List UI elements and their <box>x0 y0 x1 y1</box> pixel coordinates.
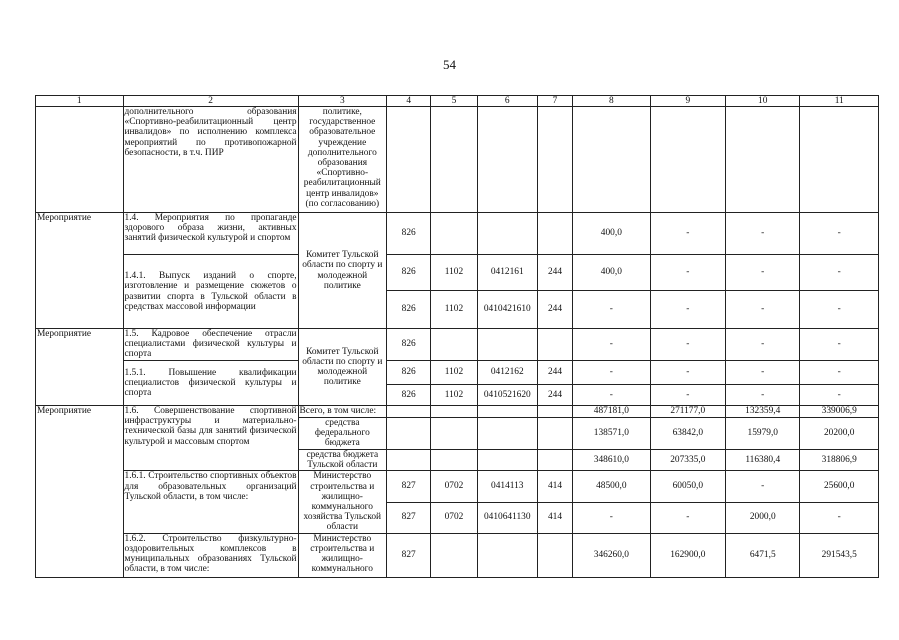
funding-source: средства бюджета Тульской области <box>298 450 387 471</box>
program-table <box>35 95 879 578</box>
activity-name: 1.6. Совершенствование спортивной инфраструктуры и материально-технической базы для занятий физической культурой и массовым спортом <box>123 406 298 471</box>
value-cell: 826 <box>387 329 431 361</box>
value-cell: 2000,0 <box>726 502 800 533</box>
value-cell: 291543,5 <box>800 533 879 577</box>
table-row <box>36 471 879 502</box>
executor-cell: Комитет Тульской области по спорту и молодежной политике <box>298 213 387 329</box>
value-cell: 15979,0 <box>726 418 800 450</box>
value-cell: - <box>726 213 800 255</box>
value-cell: 162900,0 <box>650 533 725 577</box>
activity-name: дополнительного образования «Спортивно-реабилитационный центр инвалидов» по исполнению комплекса мероприятий по противопожарной безопасности, в т.ч. ПИР <box>123 107 298 213</box>
value-cell: - <box>573 385 650 406</box>
value-cell <box>537 213 572 255</box>
value-cell: - <box>573 291 650 329</box>
value-cell: 6471,5 <box>726 533 800 577</box>
value-cell: 20200,0 <box>800 418 879 450</box>
value-cell: - <box>800 291 879 329</box>
value-cell: 1102 <box>431 361 477 385</box>
value-cell: - <box>726 329 800 361</box>
executor-cell: Министерство строительства и жилищно-коммунального <box>298 533 387 577</box>
value-cell: 487181,0 <box>573 406 650 418</box>
value-cell: 827 <box>387 502 431 533</box>
value-cell <box>477 533 537 577</box>
value-cell: 25600,0 <box>800 471 879 502</box>
value-cell: 271177,0 <box>650 406 725 418</box>
value-cell: 0702 <box>431 502 477 533</box>
value-cell: 827 <box>387 533 431 577</box>
activity-name: 1.4. Мероприятия по пропаганде здорового образа жизни, активных занятий физической культурой и спортом <box>123 213 298 255</box>
value-cell: 244 <box>537 255 572 291</box>
column-number-row <box>36 96 879 107</box>
activity-name: 1.5.1. Повышение квалификации специалистов физической культуры и спорта <box>123 361 298 406</box>
value-cell: - <box>726 255 800 291</box>
column-header: 11 <box>800 96 879 107</box>
value-cell: 244 <box>537 385 572 406</box>
value-cell: - <box>650 502 725 533</box>
value-cell: 826 <box>387 361 431 385</box>
value-cell: 414 <box>537 502 572 533</box>
table-row <box>36 107 879 213</box>
value-cell: 116380,4 <box>726 450 800 471</box>
value-cell: 1102 <box>431 291 477 329</box>
value-cell <box>477 213 537 255</box>
column-header: 5 <box>431 96 477 107</box>
type-cell: Мероприятие <box>36 329 124 406</box>
value-cell: 0410641130 <box>477 502 537 533</box>
table-row <box>36 406 879 418</box>
column-header: 7 <box>537 96 572 107</box>
value-cell: 400,0 <box>573 213 650 255</box>
value-cell: 414 <box>537 471 572 502</box>
value-cell: 132359,4 <box>726 406 800 418</box>
value-cell: 244 <box>537 361 572 385</box>
type-cell: Мероприятие <box>36 406 124 578</box>
value-cell: 826 <box>387 385 431 406</box>
value-cell: 826 <box>387 291 431 329</box>
value-cell: - <box>650 291 725 329</box>
value-cell: 400,0 <box>573 255 650 291</box>
value-cell: 138571,0 <box>573 418 650 450</box>
value-cell: - <box>800 329 879 361</box>
value-cell: - <box>573 502 650 533</box>
activity-name: 1.6.1. Строительство спортивных объектов для образовательных организаций Тульской области, в том числе: <box>123 471 298 533</box>
value-cell: - <box>726 385 800 406</box>
column-header: 6 <box>477 96 537 107</box>
value-cell: 0702 <box>431 471 477 502</box>
type-cell <box>36 107 124 213</box>
column-header: 2 <box>123 96 298 107</box>
value-cell: - <box>800 361 879 385</box>
column-header: 9 <box>650 96 725 107</box>
executor-cell: Министерство строительства и жилищно-коммунального хозяйства Тульской области <box>298 471 387 533</box>
activity-name: 1.5. Кадровое обеспечение отрасли специалистами физической культуры и спорта <box>124 329 297 360</box>
table-row <box>36 329 879 361</box>
value-cell: 1102 <box>431 385 477 406</box>
value-cell: - <box>800 385 879 406</box>
column-header: 3 <box>298 96 387 107</box>
value-cell: - <box>573 361 650 385</box>
value-cell: 1102 <box>431 255 477 291</box>
value-cell: 827 <box>387 471 431 502</box>
column-header: 10 <box>726 96 800 107</box>
value-cell <box>431 329 477 361</box>
value-cell: - <box>800 213 879 255</box>
value-cell: - <box>726 471 800 502</box>
value-cell: - <box>726 291 800 329</box>
value-cell: - <box>650 385 725 406</box>
value-cell: - <box>800 255 879 291</box>
table-row <box>36 255 879 291</box>
value-cell: 346260,0 <box>573 533 650 577</box>
executor-cell: Комитет Тульской области по спорту и молодежной политике <box>298 329 387 406</box>
value-cell: 348610,0 <box>573 450 650 471</box>
value-cell: - <box>650 213 725 255</box>
executor-cell: политике, государственное образовательное учреждение дополнительного образования «Спортивно-реабилитационный центр инвалидов» (по согласованию) <box>298 107 387 213</box>
value-cell: 826 <box>387 213 431 255</box>
value-cell: 60050,0 <box>650 471 725 502</box>
value-cell <box>431 533 477 577</box>
activity-name: 1.6.2. Строительство физкультурно-оздоровительных комплексов в муниципальных образованиях Тульской области, в том числе: <box>123 533 298 577</box>
value-cell <box>537 329 572 361</box>
page-number: 54 <box>443 57 456 72</box>
value-cell: 826 <box>387 255 431 291</box>
funding-source: Всего, в том числе: <box>298 406 387 418</box>
value-cell: 0410521620 <box>477 385 537 406</box>
column-header: 1 <box>36 96 124 107</box>
value-cell: 48500,0 <box>573 471 650 502</box>
column-header: 4 <box>387 96 431 107</box>
value-cell: - <box>650 329 725 361</box>
table-row <box>36 361 879 385</box>
table-row <box>36 213 879 255</box>
funding-source: средства федерального бюджета <box>298 418 387 450</box>
table-row <box>36 533 879 577</box>
value-cell <box>477 329 537 361</box>
value-cell: 339006,9 <box>800 406 879 418</box>
value-cell: 244 <box>537 291 572 329</box>
activity-name: 1.4.1. Выпуск изданий о спорте, изготовление и размещение сюжетов о развитии спорта в Тульской области в средствах массовой информации <box>123 255 298 329</box>
value-cell: - <box>650 255 725 291</box>
value-cell <box>431 213 477 255</box>
value-cell: 0412161 <box>477 255 537 291</box>
value-cell: 0414113 <box>477 471 537 502</box>
value-cell: 63842,0 <box>650 418 725 450</box>
value-cell: 0410421610 <box>477 291 537 329</box>
value-cell: - <box>800 502 879 533</box>
value-cell: 318806,9 <box>800 450 879 471</box>
value-cell <box>537 533 572 577</box>
value-cell: - <box>573 329 650 361</box>
value-cell: - <box>726 361 800 385</box>
value-cell: - <box>650 361 725 385</box>
value-cell: 0412162 <box>477 361 537 385</box>
column-header: 8 <box>573 96 650 107</box>
value-cell: 207335,0 <box>650 450 725 471</box>
type-cell: Мероприятие <box>36 213 124 329</box>
